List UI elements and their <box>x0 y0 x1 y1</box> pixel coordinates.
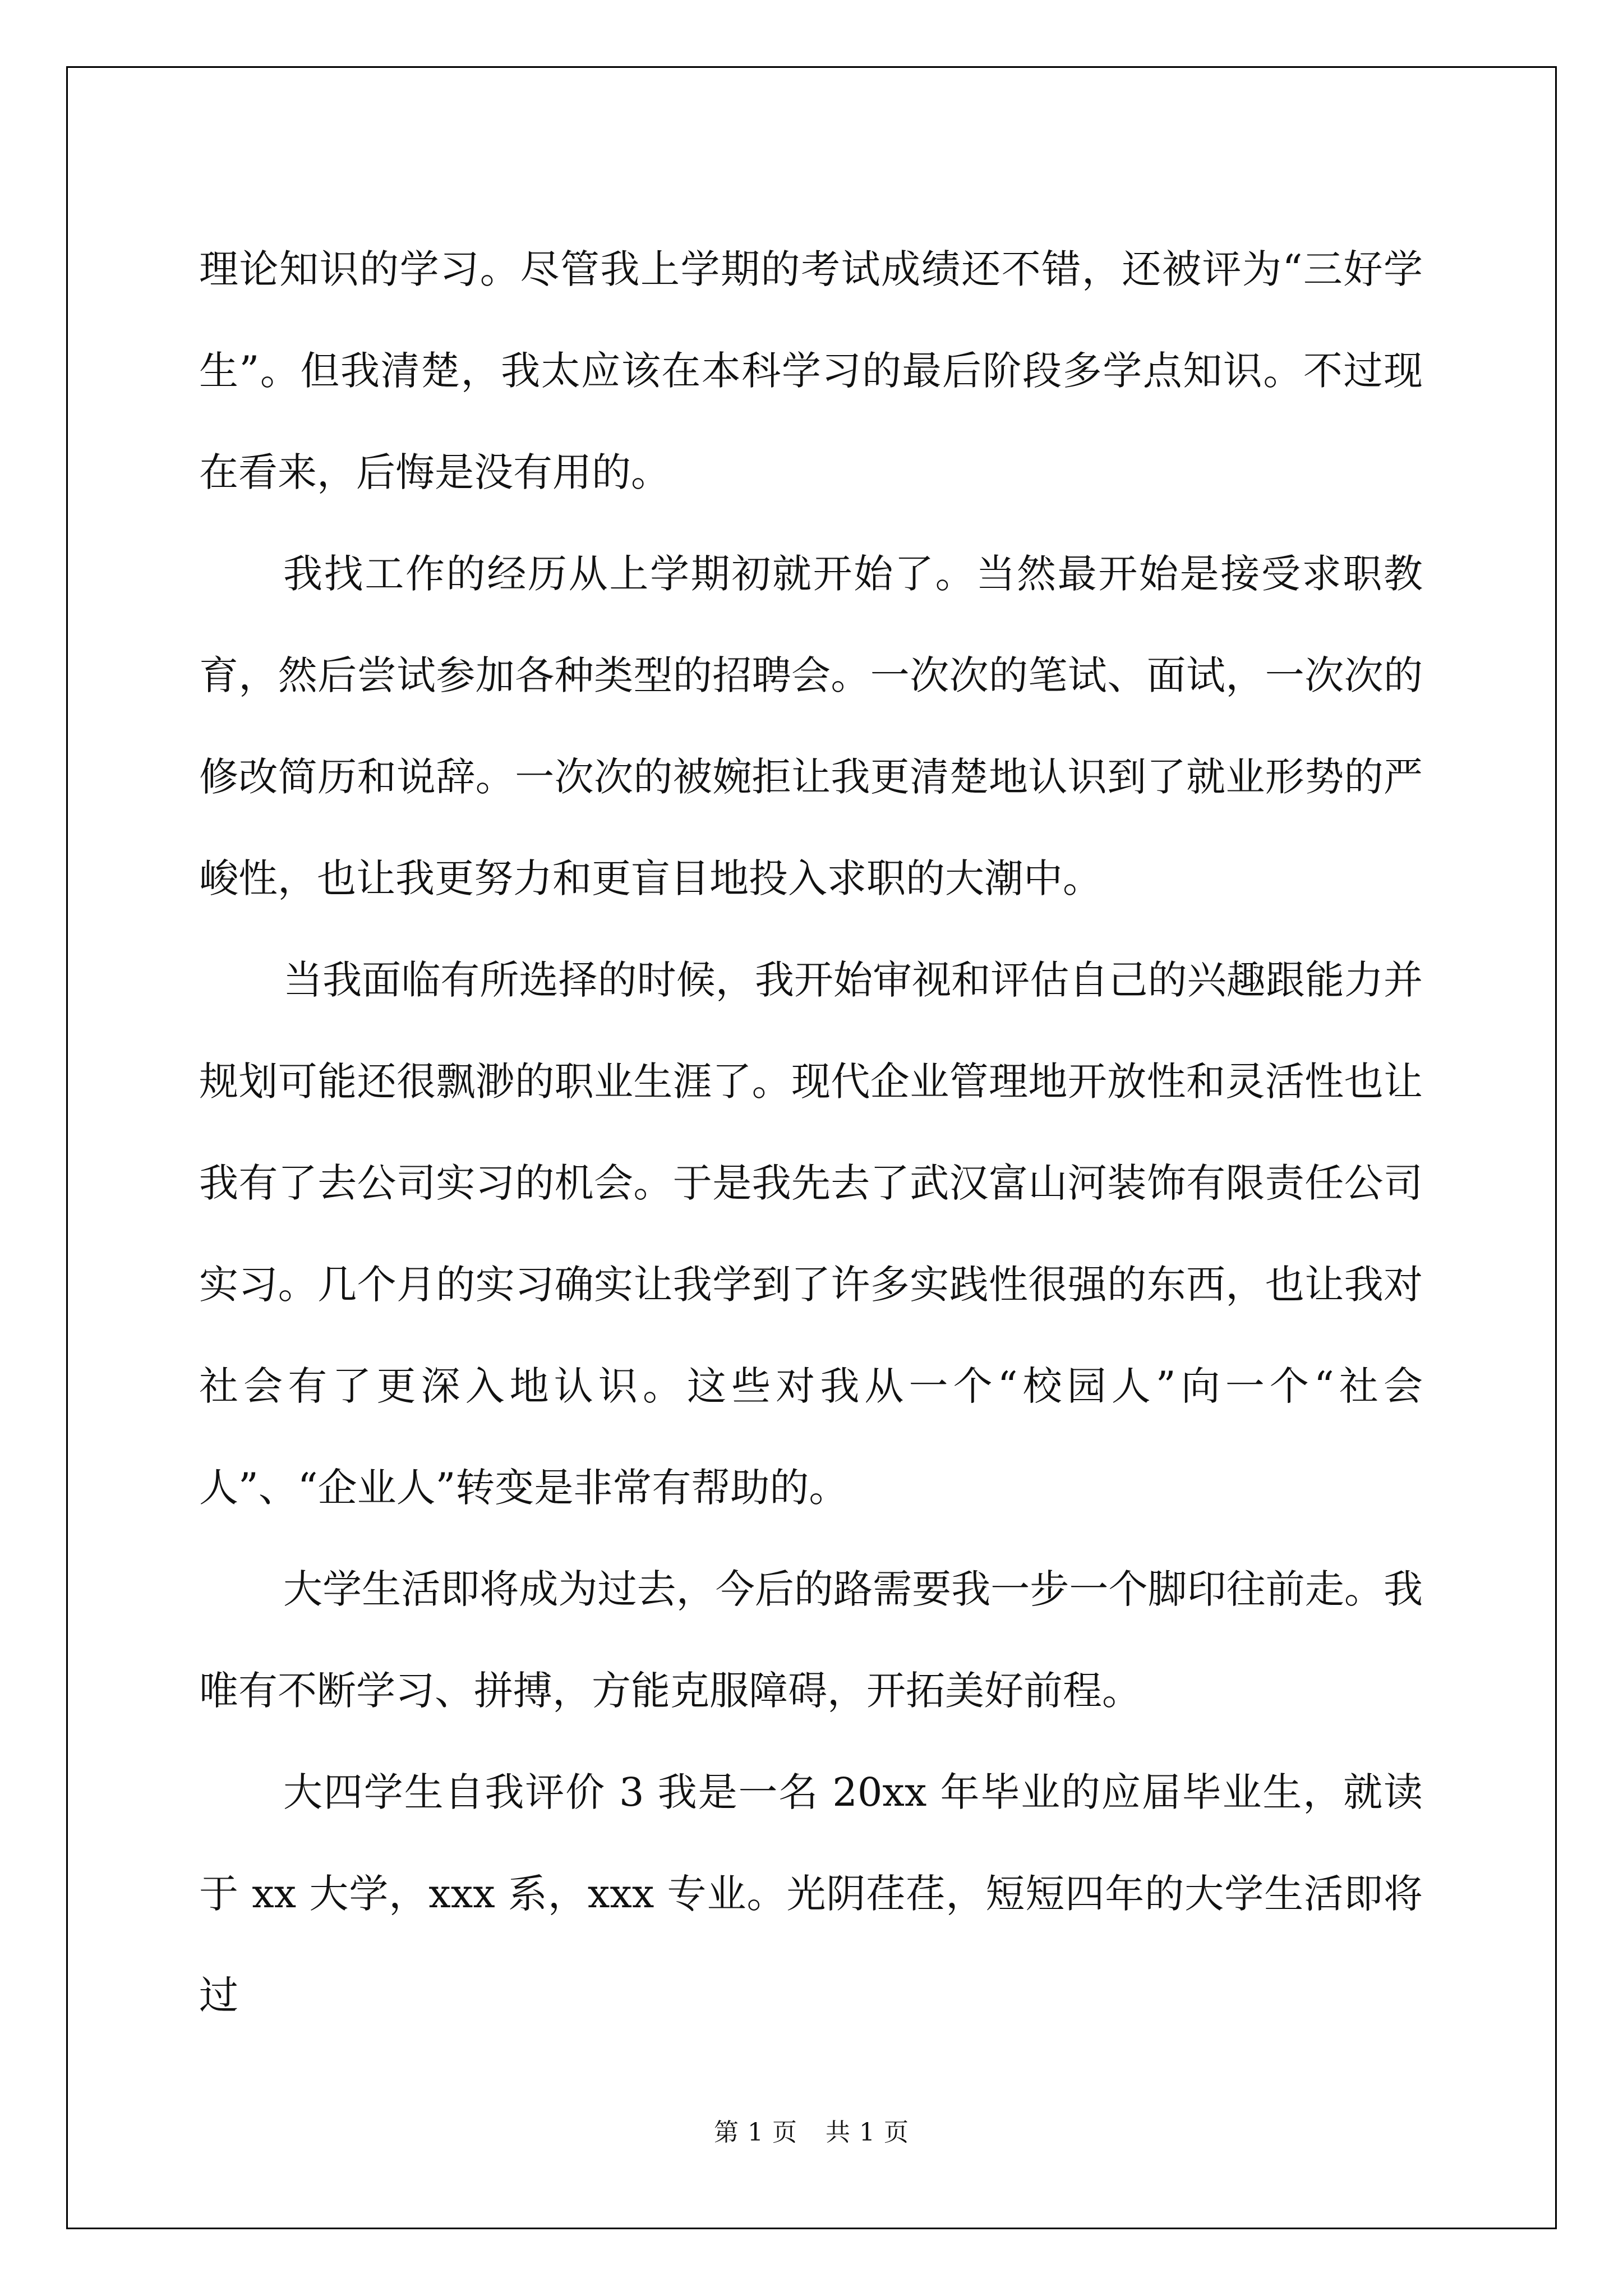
document-body <box>199 219 1423 2046</box>
paragraph-5: 大四学生自我评价 3 我是一名 20xx 年毕业的应届毕业生，就读于 xx 大学，xxx 系，xxx 专业。光阴荏荏，短短四年的大学生活即将过 <box>199 1769 1423 2018</box>
total-page-count: 共 1 页 <box>826 2118 909 2147</box>
paragraph-3: 当我面临有所选择的时候，我开始审视和评估自己的兴趣跟能力并规划可能还很飘渺的职业生涯了。现代企业管理地开放性和灵活性也让我有了去公司实习的机会。于是我先去了武汉富山河装饰有限责任公司实习。几个月的实习确实让我学到了许多实践性很强的东西，也让我对社会有了更深入地认识。这些对我从一个“校园人”向一个“社会人”、“企业人”转变是非常有帮助的。 <box>199 957 1423 1511</box>
page-footer <box>0 2112 1623 2148</box>
current-page-number: 第 1 页 <box>714 2118 797 2147</box>
paragraph-1: 理论知识的学习。尽管我上学期的考试成绩还不错，还被评为“三好学生”。但我清楚，我太应该在本科学习的最后阶段多学点知识。不过现在看来，后悔是没有用的。 <box>199 246 1423 495</box>
paragraph-2: 我找工作的经历从上学期初就开始了。当然最开始是接受求职教育，然后尝试参加各种类型的招聘会。一次次的笔试、面试，一次次的修改简历和说辞。一次次的被婉拒让我更清楚地认识到了就业形势的严峻性，也让我更努力和更盲目地投入求职的大潮中。 <box>199 551 1423 901</box>
paragraph-4: 大学生活即将成为过去，今后的路需要我一步一个脚印往前走。我唯有不断学习、拼搏，方能克服障碍，开拓美好前程。 <box>199 1566 1423 1714</box>
